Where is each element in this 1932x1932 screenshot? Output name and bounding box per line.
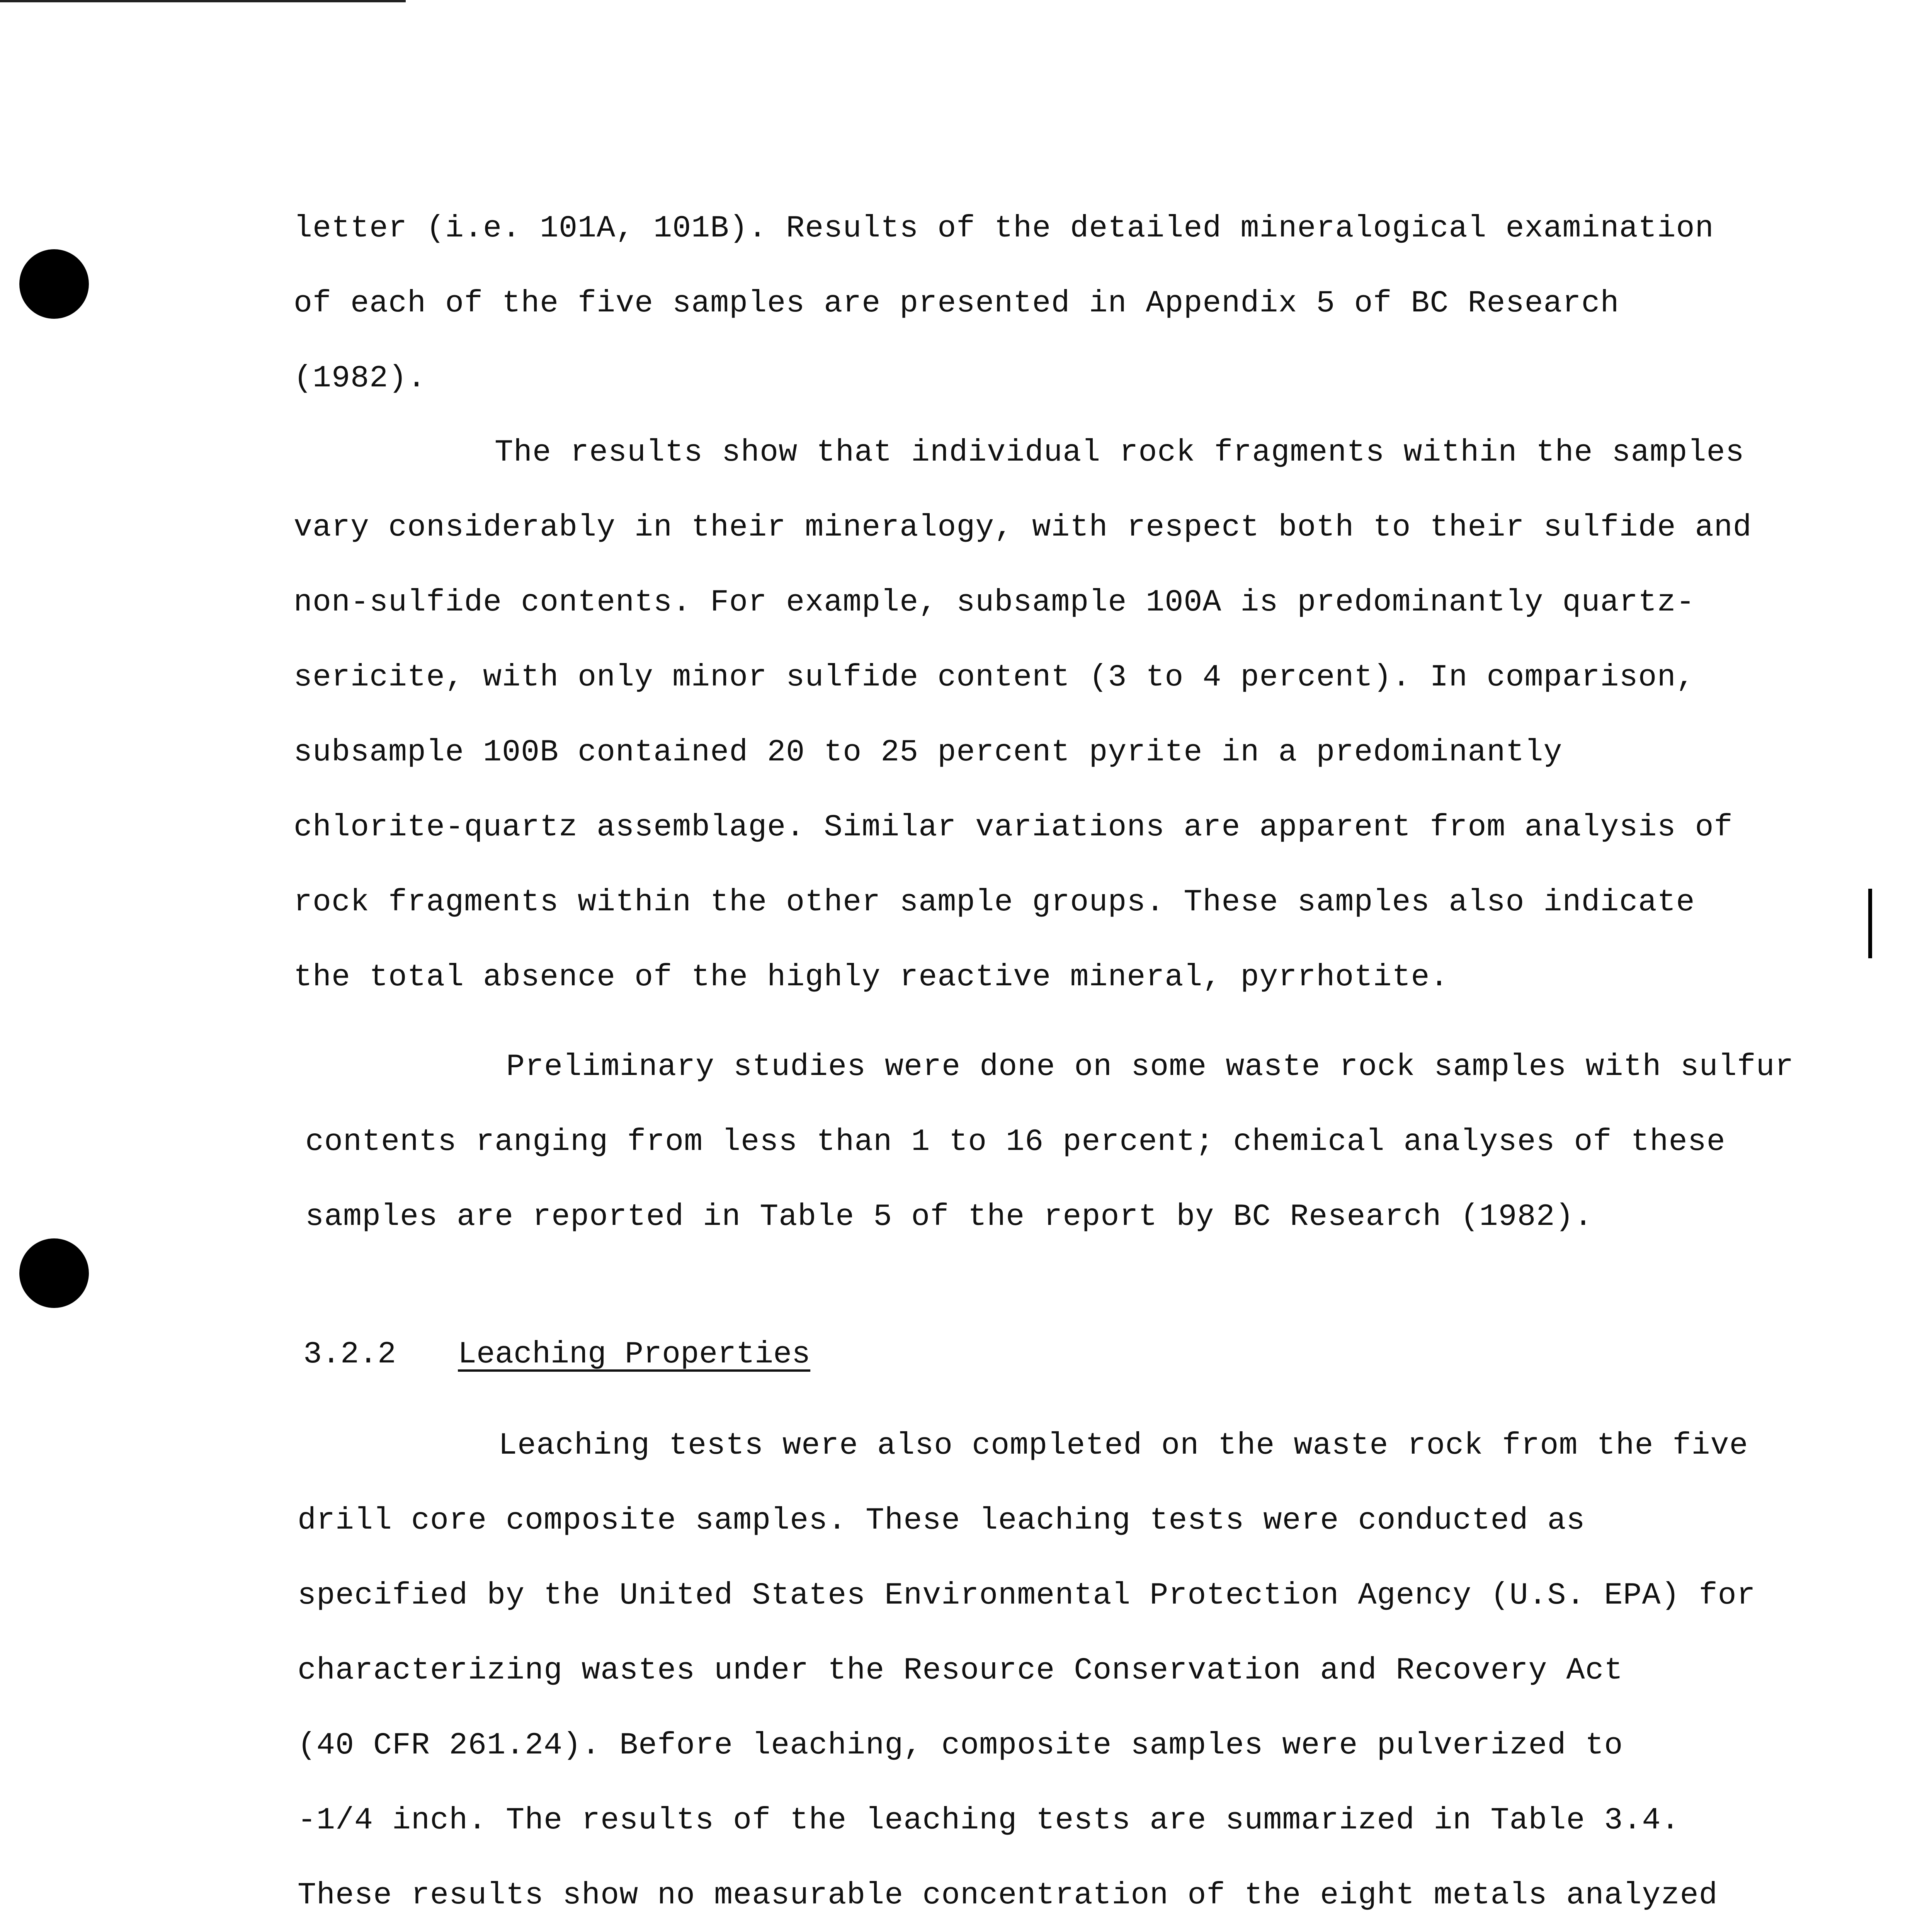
text-line: Leaching tests were also completed on the waste rock from the five bbox=[498, 1428, 1748, 1463]
text-line: contents ranging from less than 1 to 16 percent; chemical analyses of these bbox=[305, 1124, 1726, 1160]
text-line: -1/4 inch. The results of the leaching tests are summarized in Table 3.4. bbox=[298, 1803, 1680, 1838]
text-line: samples are reported in Table 5 of the report by BC Research (1982). bbox=[305, 1199, 1593, 1235]
text-line: subsample 100B contained 20 to 25 percent pyrite in a predominantly bbox=[294, 735, 1563, 770]
text-line: sericite, with only minor sulfide content (3 to 4 percent). In comparison, bbox=[294, 660, 1695, 695]
text-line: the total absence of the highly reactive mineral, pyrrhotite. bbox=[294, 960, 1449, 995]
text-line: The results show that individual rock fragments within the samples bbox=[495, 435, 1745, 470]
text-line: specified by the United States Environmental Protection Agency (U.S. EPA) for bbox=[298, 1578, 1756, 1613]
text-line: chlorite-quartz assemblage. Similar variations are apparent from analysis of bbox=[294, 810, 1733, 845]
text-line: vary considerably in their mineralogy, with respect both to their sulfide and bbox=[294, 510, 1752, 545]
punch-hole-middle bbox=[19, 1238, 89, 1308]
section-heading bbox=[303, 1337, 810, 1372]
text-line: (1982). bbox=[294, 361, 427, 396]
text-line: These results show no measurable concentration of the eight metals analyzed bbox=[298, 1878, 1718, 1913]
mineralogy-paragraph bbox=[294, 415, 1832, 1015]
text-line: characterizing wastes under the Resource Conservation and Recovery Act bbox=[298, 1653, 1623, 1688]
preliminary-studies-paragraph bbox=[305, 1030, 1843, 1255]
section-number: 3.2.2 bbox=[303, 1337, 396, 1372]
text-line: drill core composite samples. These leaching tests were conducted as bbox=[298, 1503, 1585, 1538]
section-title: Leaching Properties bbox=[458, 1337, 811, 1372]
punch-hole-top bbox=[19, 249, 89, 319]
text-line: letter (i.e. 101A, 101B). Results of the detailed mineralogical examination bbox=[294, 211, 1714, 246]
text-line: Preliminary studies were done on some waste rock samples with sulfur bbox=[506, 1049, 1794, 1085]
text-line: non-sulfide contents. For example, subsample 100A is predominantly quartz- bbox=[294, 585, 1695, 620]
intro-paragraph bbox=[294, 191, 1832, 416]
top-edge-rule bbox=[0, 0, 406, 2]
revision-change-bar bbox=[1868, 889, 1872, 958]
text-line: rock fragments within the other sample groups. These samples also indicate bbox=[294, 885, 1695, 920]
leaching-paragraph bbox=[298, 1408, 1835, 1932]
text-line: of each of the five samples are presented in Appendix 5 of BC Research bbox=[294, 286, 1619, 321]
text-line: (40 CFR 261.24). Before leaching, composite samples were pulverized to bbox=[298, 1728, 1623, 1763]
